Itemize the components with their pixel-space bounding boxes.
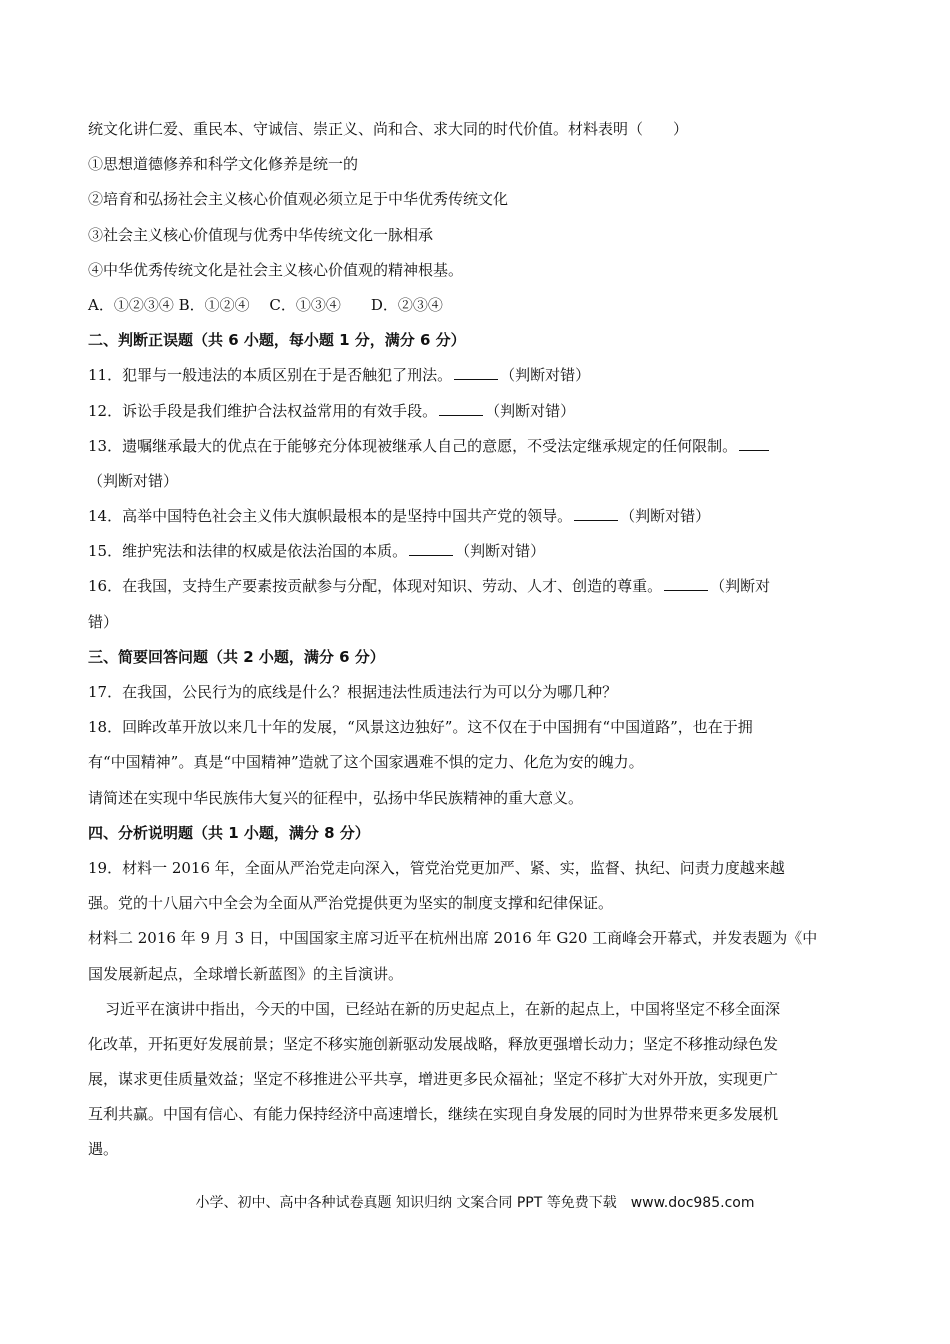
- question-13-tail: （判断对错）: [88, 471, 179, 490]
- question-17: 17．在我国，公民行为的底线是什么？根据违法性质违法行为可以分为哪几种？: [88, 683, 618, 701]
- question-15-text: 15．维护宪法和法律的权威是依法治国的本质。: [88, 542, 408, 561]
- question-16-text: 16．在我国，支持生产要素按贡献参与分配，体现对知识、劳动、人才、创造的尊重。: [88, 577, 663, 596]
- question-19-line-7: 展，谋求更佳质量效益；坚定不移推进公平共享，增进更多民众福祉；坚定不移扩大对外开放，实现更广: [88, 1070, 779, 1089]
- question-19-line-6: 化改革，开拓更好发展前景；坚定不移实施创新驱动发展战略，释放更强增长动力；坚定不移推动绿色发: [88, 1034, 779, 1053]
- section-4-title: 四、分析说明题（共 1 小题，满分 8 分）: [88, 823, 370, 842]
- question-11: [88, 358, 864, 393]
- question-15-tail: （判断对错）: [455, 542, 546, 561]
- question-13: [88, 429, 864, 464]
- question-14-tail: （判断对错）: [620, 507, 711, 526]
- question-15: [88, 534, 864, 569]
- question-14: [88, 499, 864, 534]
- answer-blank[interactable]: [664, 576, 708, 591]
- question-12: [88, 394, 864, 429]
- question-19-line-3: 材料二 2016 年 9 月 3 日，中国国家主席习近平在杭州出席 2016 年 G20 工商峰会开幕式，并发表题为《中: [88, 929, 818, 948]
- question-19-line-2: 强。党的十八届六中全会为全面从严治党提供更为坚实的制度支撑和纪律保证。: [88, 894, 614, 913]
- question-18-line-1: 18．回眸改革开放以来几十年的发展，“风景这边独好”。这不仅在于中国拥有“中国道路”，也在于拥: [88, 718, 753, 737]
- page-footer: 小学、初中、高中各种试卷真题 知识归纳 文案合同 PPT 等免费下载 www.doc985.com: [195, 1195, 755, 1211]
- question-16-tail-2: 错）: [88, 612, 119, 631]
- answer-blank[interactable]: [439, 401, 483, 416]
- q10-option-1: ①思想道德修养和科学文化修养是统一的: [88, 155, 359, 174]
- question-19-line-5: 习近平在演讲中指出，今天的中国，已经站在新的历史起点上，在新的起点上，中国将坚定不移全面深: [105, 999, 781, 1018]
- question-12-tail: （判断对错）: [485, 401, 576, 420]
- q10-option-3: ③社会主义核心价值现与优秀中华传统文化一脉相承: [88, 225, 434, 244]
- question-13-text: 13．遗嘱继承最大的优点在于能够充分体现被继承人自己的意愿，不受法定继承规定的任何限制。: [88, 436, 738, 455]
- question-11-text: 11．犯罪与一般违法的本质区别在于是否触犯了刑法。: [88, 366, 453, 385]
- question-19-line-1: 19．材料一 2016 年，全面从严治党走向深入，管党治党更加严、紧、实，监督、执纪、问责力度越来越: [88, 858, 785, 877]
- answer-blank[interactable]: [409, 541, 453, 556]
- question-12-text: 12．诉讼手段是我们维护合法权益常用的有效手段。: [88, 401, 438, 420]
- question-11-tail: （判断对错）: [500, 366, 591, 385]
- q10-option-2: ②培育和弘扬社会主义核心价值观必须立足于中华优秀传统文化: [88, 190, 509, 209]
- document-page: [88, 112, 864, 1168]
- question-19-line-9: 遇。: [88, 1140, 119, 1159]
- question-19-line-8: 互利共赢。中国有信心、有能力保持经济中高速增长，继续在实现自身发展的同时为世界带来更多发展机: [88, 1105, 779, 1124]
- answer-blank[interactable]: [739, 436, 769, 451]
- answer-blank[interactable]: [454, 365, 498, 380]
- q10-choices: A．①②③④ B．①②④ C．①③④ D．②③④: [88, 295, 443, 314]
- section-3-title: 三、简要回答问题（共 2 小题，满分 6 分）: [88, 647, 385, 666]
- section-2-title: 二、判断正误题（共 6 小题，每小题 1 分，满分 6 分）: [88, 331, 466, 350]
- q10-option-4: ④中华优秀传统文化是社会主义核心价值观的精神根基。: [88, 260, 464, 279]
- question-19-line-4: 国发展新起点，全球增长新蓝图》的主旨演讲。: [88, 964, 404, 983]
- q10-stem-tail: 统文化讲仁爱、重民本、守诚信、崇正义、尚和合、求大同的时代价值。材料表明（ ）: [88, 120, 689, 138]
- question-16: [88, 569, 864, 604]
- question-14-text: 14．高举中国特色社会主义伟大旗帜最根本的是坚持中国共产党的领导。: [88, 507, 573, 526]
- answer-blank[interactable]: [574, 506, 618, 521]
- question-16-tail: （判断对: [710, 577, 771, 596]
- question-18-line-3: 请简述在实现中华民族伟大复兴的征程中，弘扬中华民族精神的重大意义。: [88, 788, 584, 807]
- question-18-line-2: 有“中国精神”。真是“中国精神”造就了这个国家遇难不惧的定力、化危为安的魄力。: [88, 753, 644, 772]
